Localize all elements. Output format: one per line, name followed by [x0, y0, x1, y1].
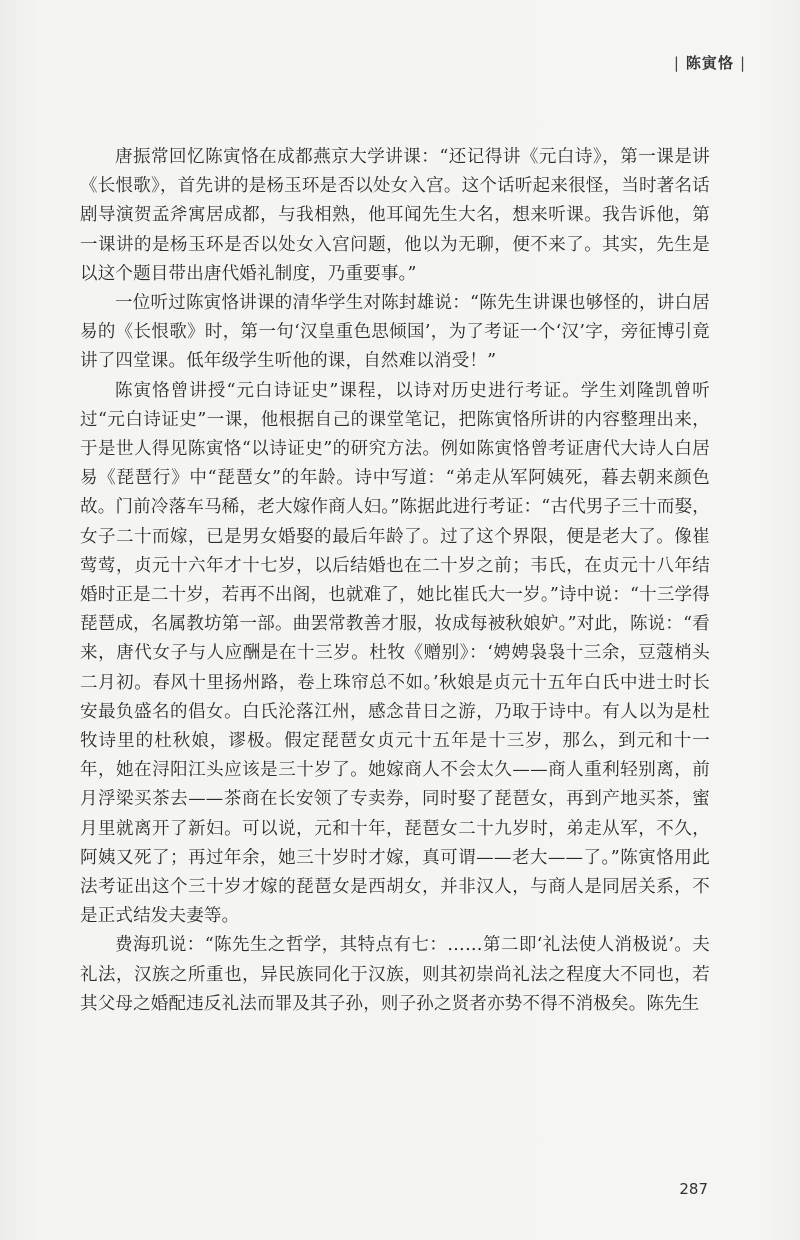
- header-divider-left: |: [673, 54, 680, 72]
- running-header: [668, 52, 752, 73]
- paragraph-tsinghua-student: 一位听过陈寅恪讲课的清华学生对陈封雄说：“陈先生讲课也够怪的，讲白居易的《长恨歌》时，第一句‘汉皇重色思倾国’，为了考证一个‘汉’字，旁征博引竟讲了四堂课。低年级学生听他的课，自然难以消受！”: [80, 293, 710, 372]
- paragraph-yuanbai-poetry: 陈寅恪曾讲授“元白诗证史”课程，以诗对历史进行考证。学生刘隆凯曾听过“元白诗证史”一课，他根据自己的课堂笔记，把陈寅恪所讲的内容整理出来，于是世人得见陈寅恪“以诗证史”的研究方法。例如陈寅恪曾考证唐代大诗人白居易《琵琶行》中“琵琶女”的年龄。诗中写道：“弟走从军阿姨死，暮去朝来颜色故。门前冷落车马稀，老大嫁作商人妇。”陈据此进行考证：“古代男子三十而娶，女子二十而嫁，已是男女婚娶的最后年龄了。过了这个界限，便是老大了。像崔莺莺，贞元十六年才十七岁，以后结婚也在二十岁之前；韦氏，在贞元十八年结婚时正是二十岁，若再不出阁，也就难了，她比崔氏大一岁。”诗中说：“十三学得琵琶成，名属教坊第一部。曲罢常教善才服，妆成每被秋娘妒。”对此，陈说：“看来，唐代女子与人应酬是在十三岁。杜牧《赠别》：‘娉娉袅袅十三余，豆蔻梢头二月初。春风十里扬州路，卷上珠帘总不如。’秋娘是贞元十五年白氏中进士时长安最负盛名的倡女。白氏沦落江州，感念昔日之游，乃取于诗中。有人以为是杜牧诗里的杜秋娘，谬极。假定琵琶女贞元十五年是十三岁，那么，到元和十一年，她在浔阳江头应该是三十岁了。她嫁商人不会太久——商人重利轻别离，前月浮梁买茶去——茶商在长安领了专卖券，同时娶了琵琶女，再到产地买茶，蜜月里就离开了新妇。可以说，元和十年，琵琶女二十九岁时，弟走从军，不久，阿姨又死了；再过年余，她三十岁时才嫁，真可谓——老大——了。”陈寅恪用此法考证出这个三十岁才嫁的琵琶女是西胡女，并非汉人，与商人是同居关系，不是正式结发夫妻等。: [80, 380, 710, 927]
- header-divider-right: |: [739, 54, 746, 72]
- header-title: 陈寅恪: [685, 54, 734, 72]
- paragraph-fei-haiji: 费海玑说：“陈先生之哲学，其特点有七：……第二即‘礼法使人消极说’。夫礼法，汉族之所重也，异民族同化于汉族，则其初崇尚礼法之程度大不同也，若其父母之婚配违反礼法而罪及其子孙，则子孙之贤者亦势不得不消极矣。陈先生: [80, 935, 710, 1014]
- body-text: [80, 143, 710, 1019]
- page-number: 287: [679, 1180, 708, 1198]
- paragraph-tang-zhenchang: 唐振常回忆陈寅恪在成都燕京大学讲课：“还记得讲《元白诗》，第一课是讲《长恨歌》，首先讲的是杨玉环是否以处女入宫。这个话听起来很怪，当时著名话剧导演贺孟斧寓居成都，与我相熟，他耳闻先生大名，想来听课。我告诉他，第一课讲的是杨玉环是否以处女入宫问题，他以为无聊，便不来了。其实，先生是以这个题目带出唐代婚礼制度，乃重要事。”: [80, 147, 710, 284]
